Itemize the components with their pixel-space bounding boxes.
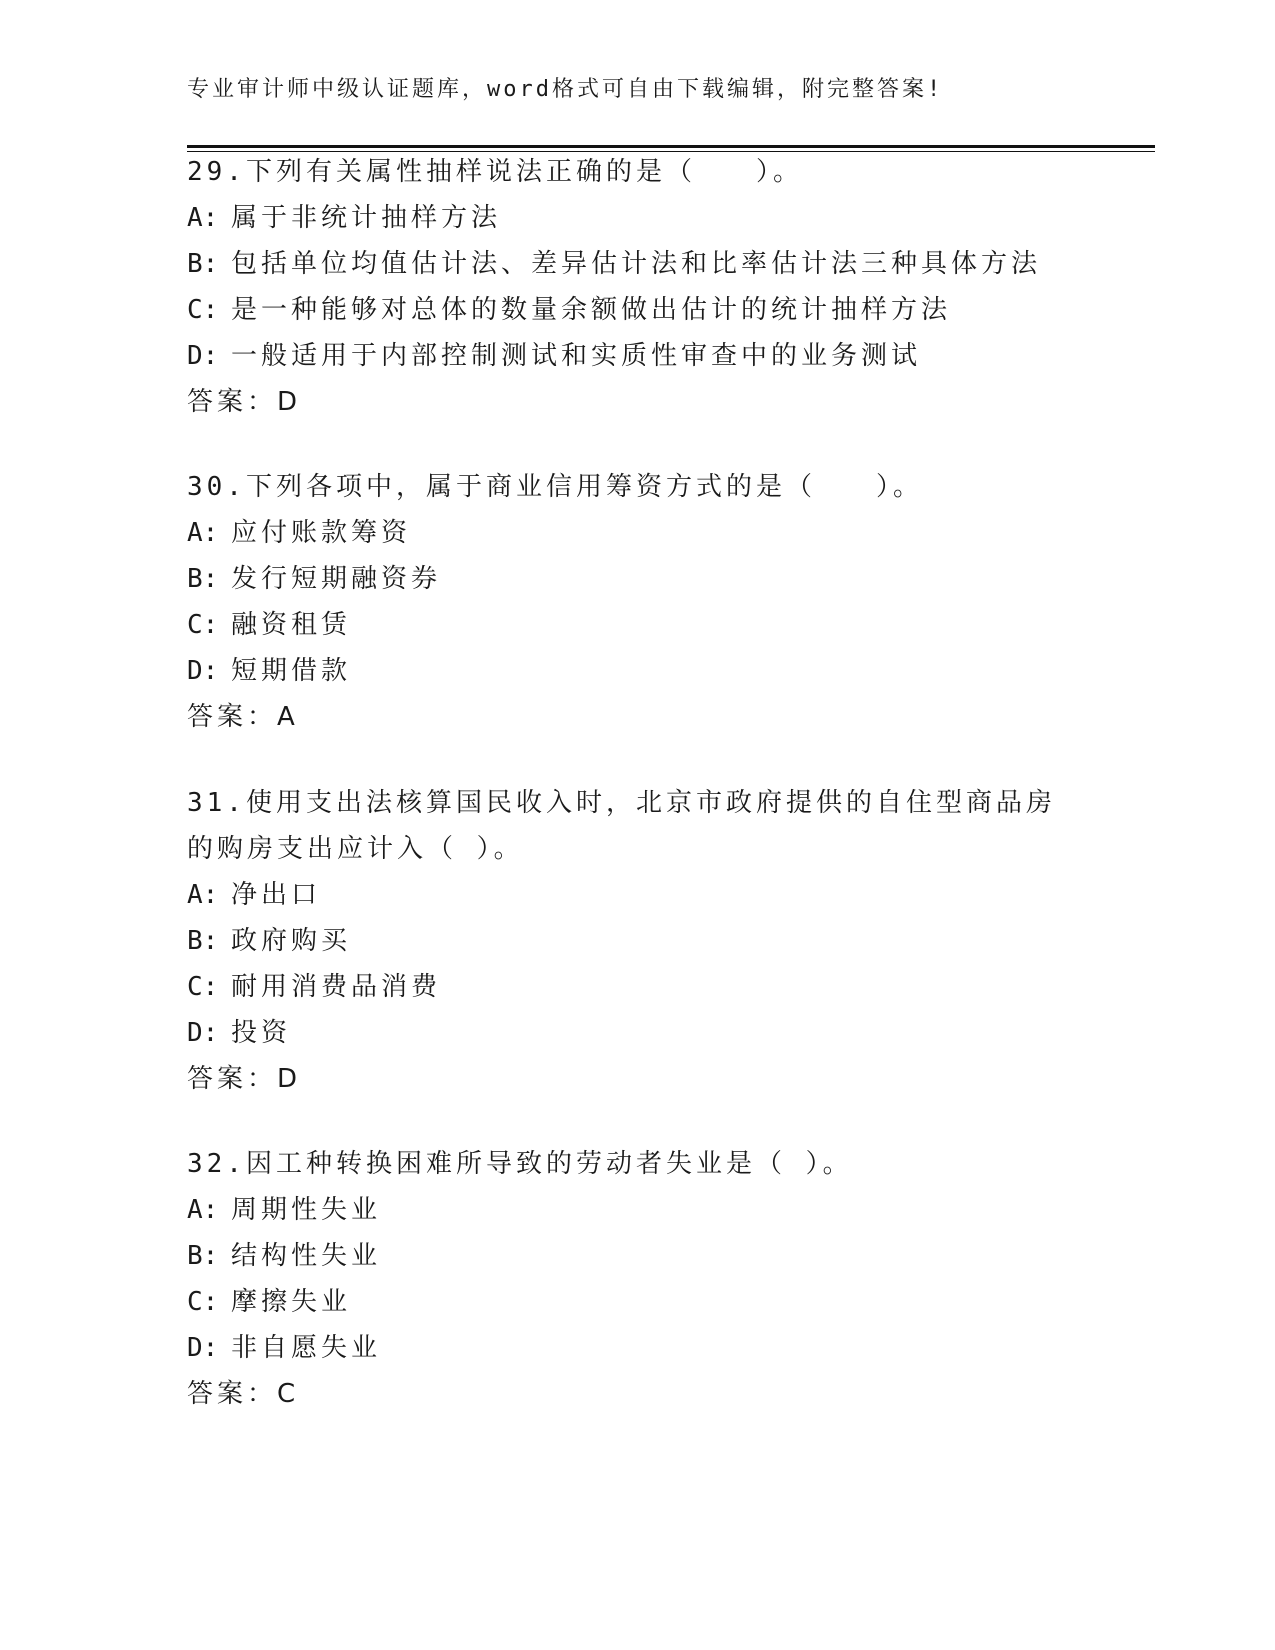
option-d — [187, 648, 1087, 694]
option-letter: C: — [187, 1287, 219, 1317]
option-letter: B: — [187, 564, 219, 594]
option-text: 周期性失业 — [231, 1195, 382, 1225]
option-text: 摩擦失业 — [231, 1287, 352, 1317]
option-letter: C: — [187, 295, 219, 325]
option-letter: B: — [187, 926, 219, 956]
option-text: 非自愿失业 — [231, 1333, 382, 1363]
option-d — [187, 1010, 1067, 1056]
option-a — [187, 195, 1087, 241]
option-a — [187, 510, 1087, 556]
option-letter: D: — [187, 656, 219, 686]
option-letter: D: — [187, 341, 219, 371]
question-block — [187, 149, 1087, 425]
option-letter: C: — [187, 610, 219, 640]
option-text: 是一种能够对总体的数量余额做出估计的统计抽样方法 — [231, 295, 952, 325]
option-letter: D: — [187, 1018, 219, 1048]
option-letter: B: — [187, 249, 219, 279]
answer-label: 答案： — [187, 1064, 278, 1094]
option-a — [187, 872, 1067, 918]
option-text: 属于非统计抽样方法 — [231, 203, 502, 233]
option-text: 政府购买 — [231, 926, 352, 956]
answer-value: C — [277, 1379, 298, 1409]
answer-value: D — [277, 387, 300, 417]
option-letter: A: — [187, 518, 219, 548]
option-text: 融资租赁 — [231, 610, 352, 640]
answer-value: A — [277, 702, 297, 732]
option-text: 结构性失业 — [231, 1241, 382, 1271]
question-stem: 31.使用支出法核算国民收入时，北京市政府提供的自住型商品房的购房支出应计入（ ）。 — [187, 788, 1056, 864]
question-stem: 32.因工种转换困难所导致的劳动者失业是（ ）。 — [187, 1149, 853, 1179]
option-letter: A: — [187, 1195, 219, 1225]
option-text: 投资 — [231, 1018, 292, 1048]
option-b — [187, 1233, 1087, 1279]
option-c — [187, 287, 1087, 333]
header-rule-thick — [187, 145, 1155, 148]
option-letter: B: — [187, 1241, 219, 1271]
option-text: 耐用消费品消费 — [231, 972, 442, 1002]
option-text: 净出口 — [231, 880, 322, 910]
option-text: 短期借款 — [231, 656, 352, 686]
option-b — [187, 918, 1067, 964]
question-stem: 30.下列各项中，属于商业信用筹资方式的是（ ）。 — [187, 472, 923, 502]
answer-label: 答案： — [187, 387, 278, 417]
question-block — [187, 780, 1067, 1102]
answer-label: 答案： — [187, 702, 278, 732]
question-stem: 29.下列有关属性抽样说法正确的是（ ）。 — [187, 157, 803, 187]
option-letter: C: — [187, 972, 219, 1002]
answer-label: 答案： — [187, 1379, 278, 1409]
answer-value: D — [277, 1064, 300, 1094]
option-b — [187, 241, 1087, 287]
option-d — [187, 1325, 1087, 1371]
answer-line — [187, 1056, 1067, 1102]
option-text: 包括单位均值估计法、差异估计法和比率估计法三种具体方法 — [231, 249, 1042, 279]
option-letter: A: — [187, 880, 219, 910]
option-text: 发行短期融资券 — [231, 564, 442, 594]
option-a — [187, 1187, 1087, 1233]
option-letter: A: — [187, 203, 219, 233]
answer-line — [187, 694, 1087, 740]
option-text: 应付账款筹资 — [231, 518, 412, 548]
question-block — [187, 464, 1087, 740]
page-header: 专业审计师中级认证题库，word格式可自由下载编辑，附完整答案! — [187, 77, 944, 102]
option-d — [187, 333, 1087, 379]
option-c — [187, 1279, 1087, 1325]
option-c — [187, 964, 1067, 1010]
option-letter: D: — [187, 1333, 219, 1363]
answer-line — [187, 379, 1087, 425]
option-text: 一般适用于内部控制测试和实质性审查中的业务测试 — [231, 341, 922, 371]
question-block — [187, 1141, 1087, 1417]
option-c — [187, 602, 1087, 648]
answer-line — [187, 1371, 1087, 1417]
option-b — [187, 556, 1087, 602]
